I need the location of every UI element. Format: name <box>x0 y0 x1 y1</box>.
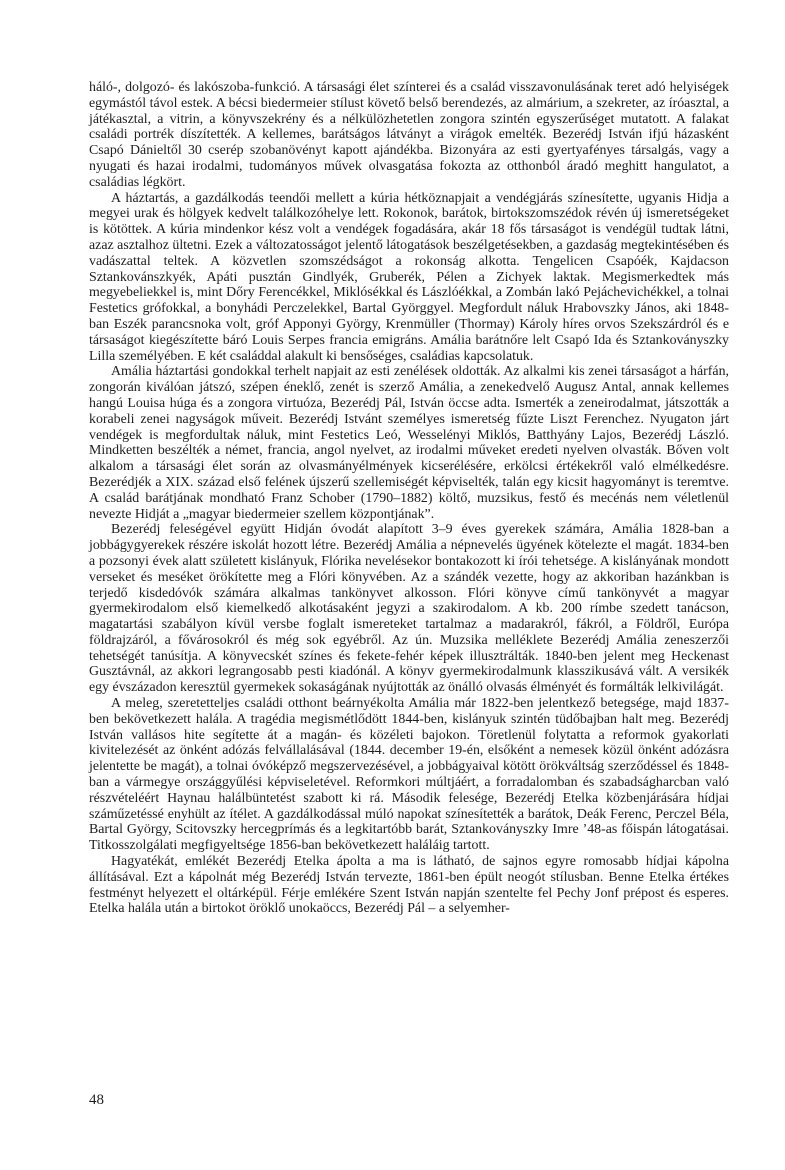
page-number: 48 <box>89 1092 104 1108</box>
paragraph-4: Bezerédj feleségével együtt Hidján óvodát alapított 3–9 éves gyerekek számára, Amália 1828-ban a jobbágygyerekek részére iskolát hozott létre. Bezerédj Amália a népnevelés ügyének kötelezte el magát. 1834-ben a pozsonyi évek alatt született kislányuk, Flórika nevelésekor bontakozott ki írói tehetsége. A kislányának mondott verseket és meséket örökítette meg a Flóri könyvében. Az a szándék vezette, hogy az akkoriban hazánkban is terjedő kisdedóvók számára alkalmas tankönyvet alkosson. Flóri könyve című tankönyvét a magyar gyermekirodalom első kiemelkedő alkotásaként jegyzi a szakirodalom. A kb. 200 rímbe szedett tanácson, magatartási szabályon kívül versbe foglalt ismereteket tartalmaz a madarakról, fákról, a Földről, Európa földrajzáról, a fővárosokról és még sok egyébről. Az ún. Muzsika melléklete Bezerédj Amália zeneszerzői tehetségét tanúsítja. A könyvecskét színes és fekete-fehér képek illusztrálták. 1840-ben jelent meg Heckenast Gusztávnál, az akkori legrangosabb pesti kiadónál. A könyv gyermekirodalmunk klasszikusává vált. A versikék egy évszázadon keresztül gyermekek sokaságának nyújtották az önálló olvasás élményét és formálták lelkivilágát. <box>89 522 729 696</box>
paragraph-6: Hagyatékát, emlékét Bezerédj Etelka ápolta a ma is látható, de sajnos egyre romosabb hídjai kápolna állításával. Ezt a kápolnát még Bezerédj István tervezte, 1861-ben épült neogót stílusban. Benne Etelka értékes festményt helyezett el oltárképül. Férje emlékére Szent István napján szentelte fel Pechy Jonf prépost és esperes. Etelka halála után a birtokot öröklő unokaöccs, Bezerédj Pál – a selyemher- <box>89 854 729 917</box>
paragraph-3: Amália háztartási gondokkal terhelt napjait az esti zenélések oldották. Az alkalmi kis zenei társaságot a hárfán, zongorán kiválóan játszó, szépen éneklő, zenét is szerző Amália, a zenekedvelő Augusz Antal, annak kellemes hangú Louisa húga és a zongora virtuóza, Bezerédj Pál, István öccse adta. Ismerték a zeneirodalmat, játszották a korabeli zenei nagyságok műveit. Bezerédj Istvánt személyes ismeretség fűzte Liszt Ferenchez. Nyugaton járt vendégek is megfordultak náluk, mint Festetics Leó, Wesselényi Miklós, Batthyány Lajos, Bezerédj László. Mindketten beszélték a német, francia, angol nyelvet, az irodalmi műveket eredeti nyelven olvasták. Bőven volt alkalom a társasági élet során az olvasmányélmények kicserélésére, erkölcsi értékekről való elmélkedésre. Bezerédjék a XIX. század első felének újszerű szellemiségét képviselték, talán egy kicsit hagyományt is teremtve. A család barátjának mondható Franz Schober (1790–1882) költő, muzsikus, festő és mecénás nem véletlenül nevezte Hidját a „magyar biedermeier szellem központjának”. <box>89 364 729 522</box>
paragraph-1: háló-, dolgozó- és lakószoba-funkció. A társasági élet színterei és a család visszavonulásának teret adó helyiségek egymástól távol estek. A bécsi biedermeier stílust követő belső berendezés, az almárium, a szekreter, az íróasztal, a játékasztal, a vitrin, a könyvszekrény és a nélkülözhetetlen zongora szintén egyszerűséget mutatott. A falakat családi portrék díszítették. A kellemes, barátságos látványt a virágok emelték. Bezerédj István ifjú házasként Csapó Dánieltől 30 cserép szobanövényt kapott ajándékba. Bizonyára az esti gyertyafényes társalgás, vagy a nyugati és hazai irodalmi, tudományos művek olvasgatása fokozta az otthonból áradó meghitt hangulatot, a családias légkört. <box>89 80 729 190</box>
body-text <box>89 80 729 917</box>
paragraph-2: A háztartás, a gazdálkodás teendői mellett a kúria hétköznapjait a vendégjárás színesítette, ugyanis Hidja a megyei urak és hölgyek kedvelt találkozóhelye lett. Rokonok, barátok, birtokszomszédok révén új ismeretségeket is kötöttek. A kúria mindenkor kész volt a vendégek fogadására, akár 18 fős társaságot is vendégül tudtak látni, azaz asztalhoz ültetni. Ezek a változatosságot jelentő látogatások beszélgetésekben, a gazdaság megtekintésében és vadászattal teltek. A közvetlen szomszédságot a rokonság alkotta. Tengelicen Csapóék, Kajdacson Sztankovánszkyék, Apáti pusztán Gindlyék, Gruberék, Pélen a Zichyek laktak. Megismerkedtek más megyebeliekkel is, mint Dőry Ferencékkel, Miklósékkal és Lászlóékkal, a Zombán lakó Pejáchevichékkel, a tolnai Festetics grófokkal, a bonyhádi Perczelekkel, Bartal Györggyel. Megfordult náluk Hrabovszky János, aki 1848-ban Eszék parancsnoka volt, gróf Apponyi György, Krenmüller (Thormay) Károly híres orvos Szekszárdról és e társaságot kiegészítette báró Louis Serpes francia emigráns. Amália barátnőre lelt Csapó Ida és Sztankoványszky Lilla személyében. E két családdal alakult ki bensőséges, családias kapcsolatuk. <box>89 190 729 364</box>
paragraph-5: A meleg, szeretetteljes családi otthont beárnyékolta Amália már 1822-ben jelentkező betegsége, majd 1837-ben bekövetkezett halála. A tragédia megismétlődött 1844-ben, kislányuk szintén tüdőbajban halt meg. Bezerédj István vallásos hite segítette át a magán- és közéleti bajokon. Töretlenül folytatta a reformok gyakorlati kivitelezését az önként adózás felvállalásával (1844. december 19-én, elsőként a nemesek közül önként adózásra jelentette be magát), a tolnai óvóképző megszervezésével, a jobbágyaival kötött örökváltság szerződéssel és 1848-ban a vármegye országgyűlési képviseletével. Reformkori múltjáért, a forradalomban és szabadságharcban való részvételéért Haynau halálbüntetést szabott ki rá. Második felesége, Bezerédj Etelka közbenjárására hídjai száműzetéssé enyhült az ítélet. A gazdálkodással múló napokat színesítették a barátok, Deák Ferenc, Perczel Béla, Bartal György, Scitovszky hercegprímás és a legkitartóbb barát, Sztankoványszky Imre ’48-as főispán látogatásai. Titkosszolgálati megfigyeltsége 1856-ban bekövetkezett haláláig tartott. <box>89 696 729 854</box>
